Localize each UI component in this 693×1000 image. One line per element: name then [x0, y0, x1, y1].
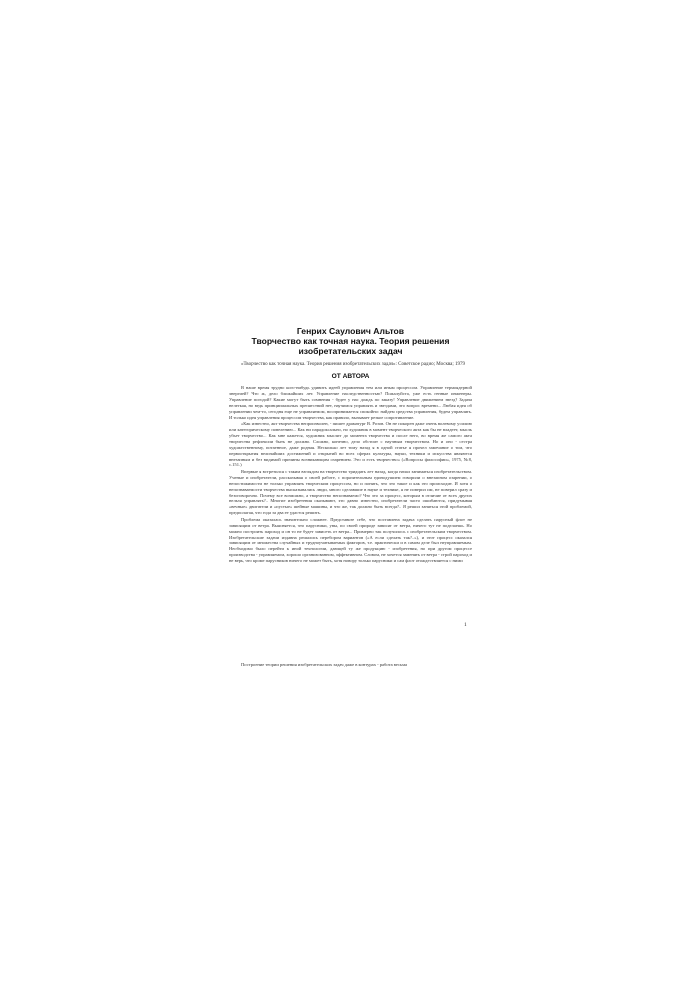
author-name: Генрих Саулович Альтов — [296, 326, 405, 336]
body-paragraph: Проблема оказалась значительно сложнее. Представьте себе, что поставлена задача сделать парусный флот не зависящим от ветра. Выясняется, что парусники, увы, по своей природе зависят от ветра, ничего тут не поделаешь. Но можно построить пароход и он то не будет зависеть от ветра... Примерно так получилось с изобретательским творчеством. Изобретательские задачи издавна решались перебором вариантов («А если сделать так?..»), и этот процесс оказался зависящим от множества случайных и трудноучитываемых факторов, т.е. практически и в самом деле был неуправляемым. Необходимо было перейти к иной технологии, дающей ту же продукцию - изобретения, но при другом процессе производства - управляемом, хорошо организованном, эффективном. Словом, не хочется заменять от ветра - строй пароход и не верь, что кроме парусников ничего не может быть, хотя новору только парусники и сам флот отождествляется с ними — [229, 516, 472, 563]
body-paragraph: «Как известно, акт творчества непроизволен, - пишет драматург В. Розов. Он не покорен даже очень волевому усилию или категорическому повелению... Как ни парадоксально, но художник в момент творческого акта как бы не владеет, мысль убьет творчество... Как мне кажется, художник мыслит до момента творчества и после него, во время же самого акта творчества рефлексии быть не должно. Сложно, конечно, дело обстоит с научным творчеством. Но и оно - сестра художественному, потаенное, даже родная. Несколько лет тому назад я в одной статье я прочел замечание о том, что первооткрытия величайших достижений и открытий во всех сферах культуры, науки, техники и искусства являются внезапным и без видимой причины возникающим озарением. Это и есть творчество» («Вопросы философии», 1975, №8, с.151.) — [229, 421, 472, 468]
section-title: ОТ АВТОРА — [331, 373, 370, 381]
source-note: «Творчество как точная наука. Теория решения изобретательских задач»: Советское радио; Москва; 1979 — [241, 362, 466, 367]
page-number: 1 — [464, 622, 467, 628]
body-paragraph: В наше время трудно кого-нибудь удивить идеей управления тем или иным процессом. Управление термоядерной энергией? Что ж, дело ближайших лет. Управление наследственностью? Пожалуйста, уже есть генные инженеры. Управление погодой? Какие могут быть сомнения - будет у нас дождь по заказу! Управление движением звезд? Задача нелегкая, но ведь принципиальных препятствий нет, научимся управлять и звездами, это вопрос времени... Любая идея об управлении чем-то, сегодня еще не управляемом, воспринимается спокойно: найдем средства управления, будем управлять. И только идея управления процессом творчества, как правило, вызывает резкое сопротивление. — [229, 385, 472, 420]
body-paragraph: Построение теории решения изобретательских задач даже в контурах - работа весьма — [241, 662, 407, 667]
book-title-line-2: изобретательских задач — [298, 346, 403, 356]
book-title-line-1: Творчество как точная наука. Теория решения — [251, 336, 450, 346]
document-page — [229, 326, 472, 565]
document-page-continuation — [229, 662, 472, 669]
body-paragraph: Впервые я встретился с таким взглядом на творчество тридцать лет назад, когда начал заниматься изобретательством. Ученые и изобретатели, рассказывая о своей работе, с поразительным единодушием говорили о внезапном озарении, о непостижимости не только управлять творческим процессом, но и понять, что это такое и как это происходит. И хотя о непознаваемости творчества высказывались люди, много сделавшие в науке и технике, я не поверил им, не поверил сразу и безоговорочно. Почему все возможно, а творчество непознаваемо? Что это за процесс, которым в отличие от всех других нельзя управлять?.. Многие изобретения оказывают, это давно известно, изобретатели часто ошибаются, придумывая «вечные» двигатели и «пустые» шейные машины, и что же, так должно быть всегда?.. Я решил заняться этой проблемой, предполагая, что года за два ее удастся решить. — [229, 469, 472, 516]
